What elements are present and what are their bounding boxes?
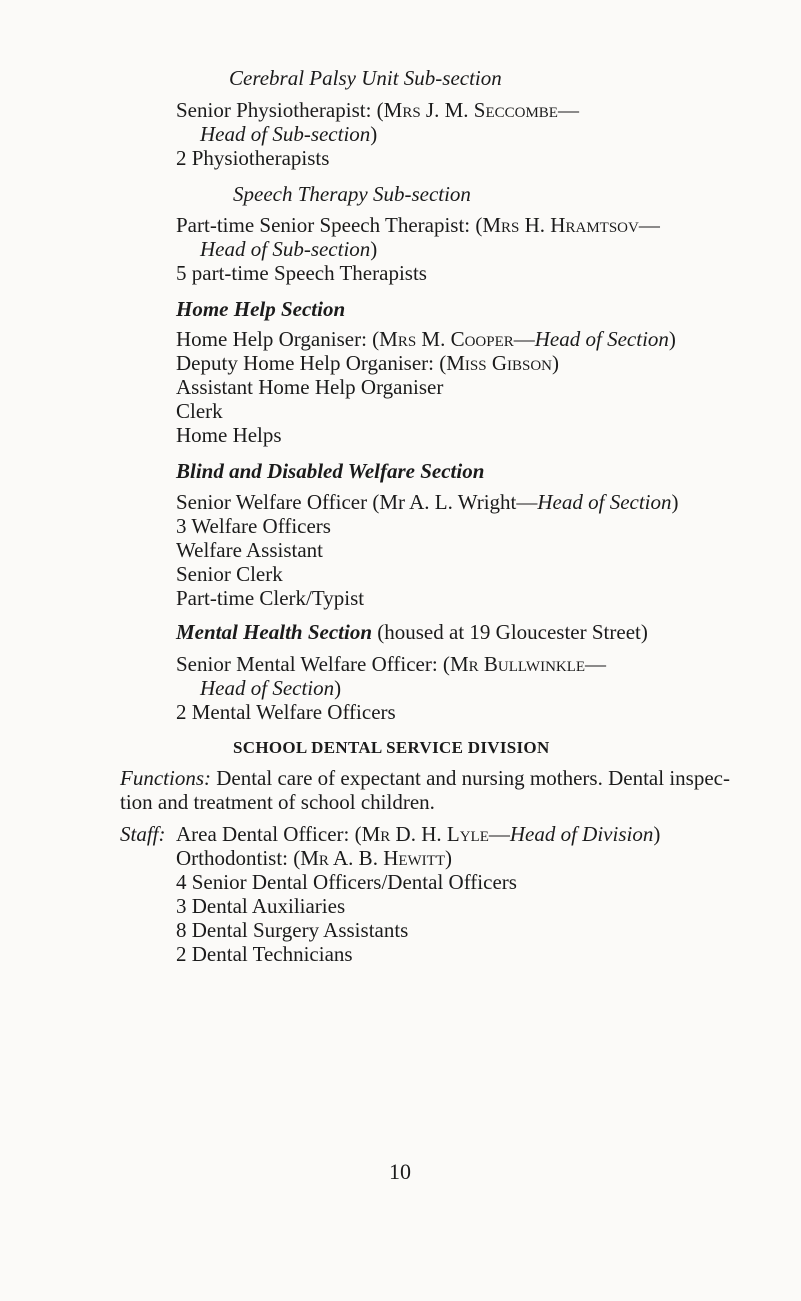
cerebral-palsy-line-3: 2 Physiotherapists	[176, 146, 330, 170]
functions-line-2: tion and treatment of school children.	[120, 790, 435, 814]
blind-disabled-line-2: 3 Welfare Officers	[176, 514, 331, 538]
dental-division-heading: SCHOOL DENTAL SERVICE DIVISION	[233, 738, 550, 757]
mental-health-heading: Mental Health Section (housed at 19 Gloucester Street)	[176, 620, 648, 644]
blind-disabled-line-1: Senior Welfare Officer (Mr A. L. Wright—Head of Section)	[176, 490, 679, 514]
mental-health-line-1: Senior Mental Welfare Officer: (Mr Bullwinkle—	[176, 652, 607, 676]
home-help-line-2: Deputy Home Help Organiser: (Miss Gibson)	[176, 351, 559, 375]
staff-name: Miss Gibson	[446, 351, 552, 375]
staff-name: Mrs J. M. Seccombe—	[383, 98, 579, 122]
dental-staff-line-3: 4 Senior Dental Officers/Dental Officers	[176, 870, 517, 894]
cerebral-palsy-line-2: Head of Sub-section)	[200, 122, 378, 146]
dental-staff-line-4: 3 Dental Auxiliaries	[176, 894, 346, 918]
staff-name: Mr D. H. Lyle—	[361, 822, 510, 846]
speech-therapy-heading: Speech Therapy Sub-section	[233, 182, 471, 206]
mental-health-line-3: 2 Mental Welfare Officers	[176, 700, 396, 724]
dental-staff-line-2: Orthodontist: (Mr A. B. Hewitt)	[176, 846, 452, 870]
staff-name: Mr A. B. Hewitt	[300, 846, 445, 870]
functions-label: Functions:	[120, 766, 211, 790]
cerebral-palsy-heading: Cerebral Palsy Unit Sub-section	[229, 66, 502, 90]
blind-disabled-line-3: Welfare Assistant	[176, 538, 324, 562]
staff-label: Staff:	[120, 822, 166, 846]
home-help-line-4: Clerk	[176, 399, 223, 423]
functions-line-1: Functions: Dental care of expectant and nursing mothers. Dental inspec-	[120, 766, 730, 790]
page-number: 10	[389, 1159, 411, 1184]
dental-staff-line-5: 8 Dental Surgery Assistants	[176, 918, 409, 942]
cerebral-palsy-line-1: Senior Physiotherapist: (Mrs J. M. Seccombe—	[176, 98, 579, 122]
home-help-line-3: Assistant Home Help Organiser	[176, 375, 444, 399]
speech-therapy-line-1: Part-time Senior Speech Therapist: (Mrs H. Hramtsov—	[176, 213, 660, 237]
home-help-line-5: Home Helps	[176, 423, 282, 447]
staff-name: Mr Bullwinkle—	[449, 652, 607, 676]
staff-name: Mrs M. Cooper—	[379, 327, 535, 351]
dental-staff-line-6: 2 Dental Technicians	[176, 942, 353, 966]
speech-therapy-line-3: 5 part-time Speech Therapists	[176, 261, 427, 285]
staff-name: Mrs H. Hramtsov—	[482, 213, 660, 237]
speech-therapy-line-2: Head of Sub-section)	[200, 237, 378, 261]
blind-disabled-line-5: Part-time Clerk/Typist	[176, 586, 365, 610]
blind-disabled-heading: Blind and Disabled Welfare Section	[176, 459, 485, 483]
home-help-line-1: Home Help Organiser: (Mrs M. Cooper—Head of Section)	[176, 327, 676, 351]
mental-health-line-2: Head of Section)	[200, 676, 342, 700]
dental-staff-line-1: Area Dental Officer: (Mr D. H. Lyle—Head of Division)	[176, 822, 661, 846]
blind-disabled-line-4: Senior Clerk	[176, 562, 283, 586]
home-help-heading: Home Help Section	[176, 297, 346, 321]
